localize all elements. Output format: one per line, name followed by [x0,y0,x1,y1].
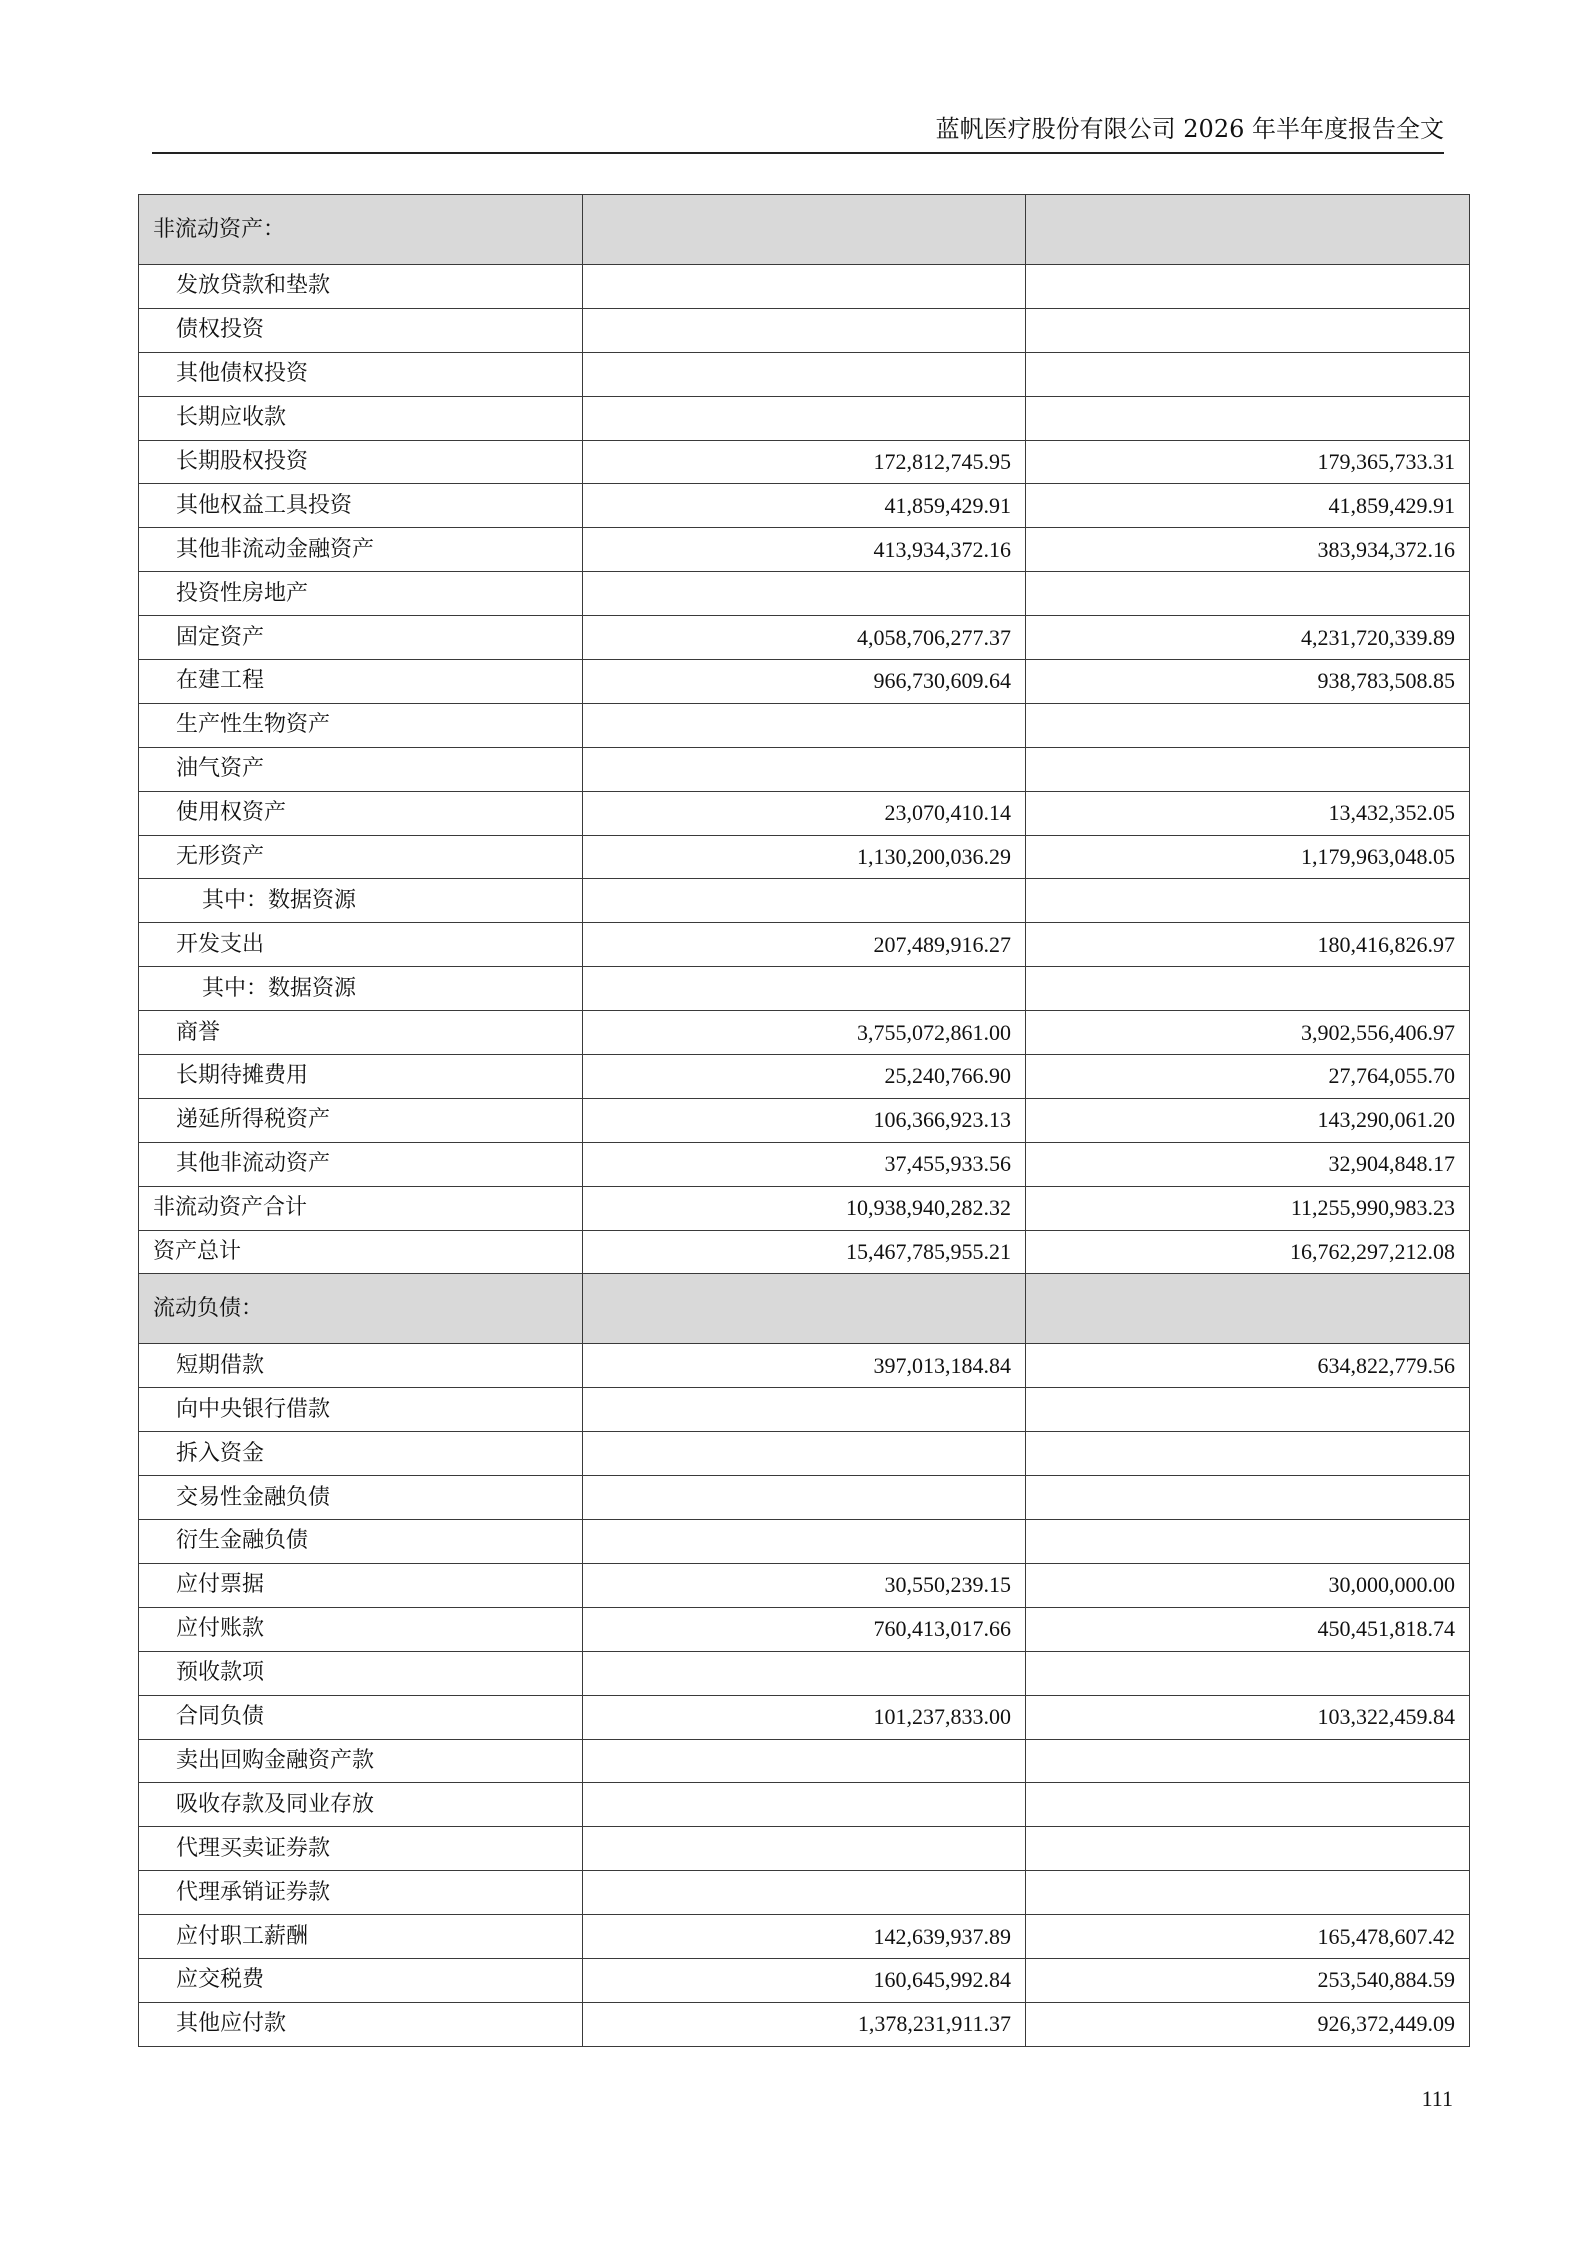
table-row [139,1432,1470,1476]
table-row [139,528,1470,572]
item-label: 油气资产 [139,747,583,791]
current-period-value: 10,938,940,282.32 [583,1186,1026,1230]
prior-period-value: 253,540,884.59 [1026,1958,1470,2002]
table-row [139,1142,1470,1186]
prior-period-value: 30,000,000.00 [1026,1563,1470,1607]
item-label: 递延所得税资产 [139,1098,583,1142]
current-period-value [583,265,1026,309]
prior-period-value: 634,822,779.56 [1026,1344,1470,1388]
item-label: 债权投资 [139,308,583,352]
item-label: 其他非流动金融资产 [139,528,583,572]
item-label: 固定资产 [139,616,583,660]
current-period-value [583,967,1026,1011]
current-period-value [583,195,1026,265]
page-number: 111 [1421,2086,1453,2111]
table-row [139,923,1470,967]
current-period-value: 25,240,766.90 [583,1055,1026,1099]
item-label: 衍生金融负债 [139,1520,583,1564]
prior-period-value: 16,762,297,212.08 [1026,1230,1470,1274]
table-row [139,1098,1470,1142]
item-label: 其他非流动资产 [139,1142,583,1186]
prior-period-value: 1,179,963,048.05 [1026,835,1470,879]
current-period-value: 23,070,410.14 [583,791,1026,835]
prior-period-value [1026,1871,1470,1915]
current-period-value [583,1432,1026,1476]
current-period-value: 160,645,992.84 [583,1958,1026,2002]
prior-period-value: 13,432,352.05 [1026,791,1470,835]
table-row [139,1695,1470,1739]
table-row [139,1011,1470,1055]
table-row [139,1055,1470,1099]
current-period-value [583,308,1026,352]
item-label: 其中：数据资源 [139,967,583,1011]
balance-sheet-body [139,195,1470,2047]
prior-period-value: 383,934,372.16 [1026,528,1470,572]
prior-period-value: 32,904,848.17 [1026,1142,1470,1186]
table-row [139,747,1470,791]
table-row [139,1607,1470,1651]
prior-period-value: 11,255,990,983.23 [1026,1186,1470,1230]
prior-period-value: 165,478,607.42 [1026,1915,1470,1959]
table-row [139,1388,1470,1432]
table-row [139,308,1470,352]
current-period-value: 760,413,017.66 [583,1607,1026,1651]
table-row [139,791,1470,835]
item-label: 合同负债 [139,1695,583,1739]
prior-period-value: 938,783,508.85 [1026,660,1470,704]
item-label: 代理承销证券款 [139,1871,583,1915]
table-row [139,616,1470,660]
item-label: 交易性金融负债 [139,1476,583,1520]
current-period-value [583,572,1026,616]
table-row [139,1476,1470,1520]
section-label: 流动负债： [139,1274,583,1344]
item-label: 发放贷款和垫款 [139,265,583,309]
item-label: 代理买卖证券款 [139,1827,583,1871]
prior-period-value [1026,879,1470,923]
current-period-value [583,703,1026,747]
current-period-value: 37,455,933.56 [583,1142,1026,1186]
prior-period-value [1026,308,1470,352]
item-label: 长期股权投资 [139,440,583,484]
item-label: 其中：数据资源 [139,879,583,923]
item-label: 长期待摊费用 [139,1055,583,1099]
section-label: 非流动资产： [139,195,583,265]
table-row [139,1651,1470,1695]
current-period-value: 1,378,231,911.37 [583,2002,1026,2046]
current-period-value [583,1783,1026,1827]
item-label: 开发支出 [139,923,583,967]
item-label: 应交税费 [139,1958,583,2002]
balance-sheet-table [138,194,1470,2047]
current-period-value [583,1520,1026,1564]
prior-period-value: 3,902,556,406.97 [1026,1011,1470,1055]
table-row [139,835,1470,879]
item-label: 在建工程 [139,660,583,704]
prior-period-value [1026,1827,1470,1871]
table-row [139,1520,1470,1564]
item-label: 应付账款 [139,1607,583,1651]
prior-period-value [1026,1651,1470,1695]
prior-period-value [1026,1520,1470,1564]
item-label: 其他应付款 [139,2002,583,2046]
item-label: 非流动资产合计 [139,1186,583,1230]
current-period-value: 3,755,072,861.00 [583,1011,1026,1055]
prior-period-value [1026,747,1470,791]
table-row [139,352,1470,396]
current-period-value [583,352,1026,396]
item-label: 预收款项 [139,1651,583,1695]
prior-period-value: 179,365,733.31 [1026,440,1470,484]
current-period-value: 172,812,745.95 [583,440,1026,484]
header-divider [152,152,1444,154]
item-label: 应付票据 [139,1563,583,1607]
table-row [139,1827,1470,1871]
table-row [139,1915,1470,1959]
table-row [139,1186,1470,1230]
table-row [139,1783,1470,1827]
prior-period-value [1026,1739,1470,1783]
item-label: 资产总计 [139,1230,583,1274]
table-row [139,703,1470,747]
prior-period-value: 926,372,449.09 [1026,2002,1470,2046]
table-row [139,660,1470,704]
prior-period-value: 4,231,720,339.89 [1026,616,1470,660]
table-row [139,265,1470,309]
prior-period-value [1026,572,1470,616]
item-label: 投资性房地产 [139,572,583,616]
current-period-value [583,1388,1026,1432]
prior-period-value [1026,1388,1470,1432]
prior-period-value: 103,322,459.84 [1026,1695,1470,1739]
table-row [139,1958,1470,2002]
prior-period-value [1026,396,1470,440]
item-label: 长期应收款 [139,396,583,440]
item-label: 无形资产 [139,835,583,879]
current-period-value: 41,859,429.91 [583,484,1026,528]
item-label: 应付职工薪酬 [139,1915,583,1959]
current-period-value [583,1739,1026,1783]
prior-period-value [1026,1783,1470,1827]
current-period-value: 30,550,239.15 [583,1563,1026,1607]
current-period-value: 106,366,923.13 [583,1098,1026,1142]
table-row [139,879,1470,923]
report-header-title: 蓝帆医疗股份有限公司 2026 年半年度报告全文 [935,115,1444,143]
table-row [139,1344,1470,1388]
table-row [139,967,1470,1011]
prior-period-value: 180,416,826.97 [1026,923,1470,967]
prior-period-value [1026,352,1470,396]
prior-period-value: 41,859,429.91 [1026,484,1470,528]
table-row [139,1230,1470,1274]
prior-period-value [1026,1476,1470,1520]
current-period-value [583,879,1026,923]
current-period-value: 207,489,916.27 [583,923,1026,967]
current-period-value [583,747,1026,791]
item-label: 使用权资产 [139,791,583,835]
table-row [139,1739,1470,1783]
current-period-value [583,1476,1026,1520]
current-period-value [583,1274,1026,1344]
item-label: 生产性生物资产 [139,703,583,747]
item-label: 拆入资金 [139,1432,583,1476]
table-row [139,396,1470,440]
current-period-value [583,1651,1026,1695]
table-row [139,572,1470,616]
item-label: 商誉 [139,1011,583,1055]
current-period-value: 966,730,609.64 [583,660,1026,704]
prior-period-value [1026,265,1470,309]
current-period-value: 15,467,785,955.21 [583,1230,1026,1274]
table-row [139,1563,1470,1607]
prior-period-value [1026,1274,1470,1344]
item-label: 卖出回购金融资产款 [139,1739,583,1783]
table-row [139,484,1470,528]
section-header-row [139,1274,1470,1344]
current-period-value: 142,639,937.89 [583,1915,1026,1959]
item-label: 向中央银行借款 [139,1388,583,1432]
current-period-value [583,1871,1026,1915]
prior-period-value [1026,703,1470,747]
section-header-row [139,195,1470,265]
current-period-value: 4,058,706,277.37 [583,616,1026,660]
current-period-value: 101,237,833.00 [583,1695,1026,1739]
table-row [139,2002,1470,2046]
current-period-value: 413,934,372.16 [583,528,1026,572]
prior-period-value: 143,290,061.20 [1026,1098,1470,1142]
prior-period-value [1026,195,1470,265]
item-label: 其他权益工具投资 [139,484,583,528]
prior-period-value: 450,451,818.74 [1026,1607,1470,1651]
current-period-value: 397,013,184.84 [583,1344,1026,1388]
prior-period-value [1026,1432,1470,1476]
item-label: 短期借款 [139,1344,583,1388]
table-row [139,440,1470,484]
current-period-value [583,1827,1026,1871]
item-label: 吸收存款及同业存放 [139,1783,583,1827]
current-period-value: 1,130,200,036.29 [583,835,1026,879]
prior-period-value [1026,967,1470,1011]
item-label: 其他债权投资 [139,352,583,396]
prior-period-value: 27,764,055.70 [1026,1055,1470,1099]
table-row [139,1871,1470,1915]
current-period-value [583,396,1026,440]
